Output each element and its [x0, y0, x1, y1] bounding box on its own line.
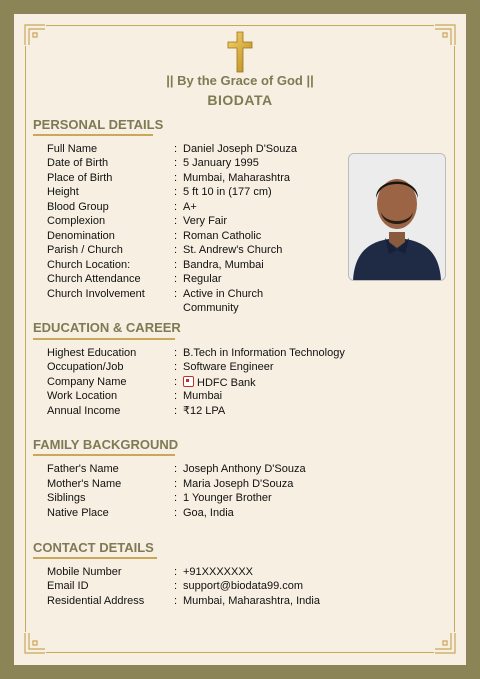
- row-separator: :: [174, 463, 178, 475]
- person-avatar-icon: [349, 154, 445, 280]
- row-separator: :: [174, 347, 178, 359]
- row-separator: :: [174, 492, 178, 504]
- row-separator: :: [174, 186, 178, 198]
- row-label: Full Name: [47, 143, 98, 155]
- info-row: [47, 375, 447, 390]
- row-label: Place of Birth: [47, 172, 113, 184]
- row-value: Mumbai: [183, 390, 223, 402]
- row-separator: :: [174, 215, 178, 227]
- company-name: HDFC Bank: [197, 377, 256, 389]
- corner-ornament-icon: [434, 24, 456, 46]
- section-underline: [33, 134, 153, 136]
- info-row: [47, 565, 447, 580]
- profile-photo: [348, 153, 446, 281]
- row-label: Email ID: [47, 580, 89, 592]
- info-row: [47, 346, 447, 361]
- frame-left-line: [25, 46, 26, 632]
- frame-top-line: [46, 25, 434, 26]
- info-row: [47, 477, 447, 492]
- row-separator: :: [174, 201, 178, 213]
- row-separator: :: [174, 143, 178, 155]
- section-title-personal: PERSONAL DETAILS: [33, 117, 164, 132]
- row-value: 1 Younger Brother: [183, 492, 272, 504]
- info-row: [47, 506, 447, 521]
- row-value: Very Fair: [183, 215, 228, 227]
- section-title-contact: CONTACT DETAILS: [33, 540, 154, 555]
- info-row: [47, 491, 447, 506]
- frame-right-line: [454, 46, 455, 632]
- row-separator: :: [174, 566, 178, 578]
- row-label: Annual Income: [47, 405, 121, 417]
- row-separator: :: [174, 595, 178, 607]
- row-value: Software Engineer: [183, 361, 274, 373]
- row-label: Company Name: [47, 376, 127, 388]
- section-underline: [33, 338, 175, 340]
- bank-logo-icon: [183, 376, 194, 387]
- info-row: [47, 389, 447, 404]
- row-separator: :: [174, 230, 178, 242]
- row-value: B.Tech in Information Technology: [183, 347, 345, 359]
- row-value: 5 January 1995: [183, 157, 259, 169]
- row-value: 5 ft 10 in (177 cm): [183, 186, 272, 198]
- row-label: Siblings: [47, 492, 86, 504]
- section-underline: [33, 454, 175, 456]
- row-label: Church Attendance: [47, 273, 141, 285]
- row-value: Mumbai, Maharashtra: [183, 172, 290, 184]
- row-separator: :: [174, 478, 178, 490]
- row-label: Denomination: [47, 230, 115, 242]
- row-separator: :: [174, 288, 178, 300]
- info-row: [47, 404, 447, 419]
- row-value: St. Andrew's Church: [183, 244, 283, 256]
- row-separator: :: [174, 405, 178, 417]
- row-value: Bandra, Mumbai: [183, 259, 264, 271]
- row-label: Church Location:: [47, 259, 131, 271]
- row-label: Occupation/Job: [47, 361, 124, 373]
- row-value: Active in Church: [183, 288, 264, 300]
- row-separator: :: [174, 390, 178, 402]
- row-separator: :: [174, 580, 178, 592]
- section-underline: [33, 557, 157, 559]
- row-separator: :: [174, 273, 178, 285]
- row-value: +91XXXXXXX: [183, 566, 254, 578]
- row-separator: :: [174, 244, 178, 256]
- row-value: A+: [183, 201, 197, 213]
- corner-ornament-icon: [434, 632, 456, 654]
- row-separator: :: [174, 361, 178, 373]
- row-separator: :: [174, 376, 178, 388]
- row-label: Blood Group: [47, 201, 109, 213]
- row-value-continued: Community: [183, 302, 239, 314]
- row-label: Parish / Church: [47, 244, 123, 256]
- cross-icon: [226, 30, 254, 74]
- row-label: Highest Education: [47, 347, 137, 359]
- row-value: Daniel Joseph D'Souza: [183, 143, 298, 155]
- row-label: Work Location: [47, 390, 118, 402]
- info-row: [47, 287, 447, 302]
- row-value: Maria Joseph D'Souza: [183, 478, 294, 490]
- row-label: Church Involvement: [47, 288, 145, 300]
- email-link[interactable]: support@biodata99.com: [183, 580, 304, 592]
- corner-ornament-icon: [24, 24, 46, 46]
- row-value: ₹12 LPA: [183, 405, 226, 417]
- row-value: Joseph Anthony D'Souza: [183, 463, 306, 475]
- corner-ornament-icon: [24, 632, 46, 654]
- row-label: Date of Birth: [47, 157, 109, 169]
- row-label: Mother's Name: [47, 478, 122, 490]
- row-separator: :: [174, 157, 178, 169]
- row-separator: :: [174, 507, 178, 519]
- row-separator: :: [174, 172, 178, 184]
- row-value: Regular: [183, 273, 222, 285]
- row-label: Native Place: [47, 507, 109, 519]
- section-title-family: FAMILY BACKGROUND: [33, 437, 179, 452]
- row-separator: :: [174, 259, 178, 271]
- info-row: [47, 462, 447, 477]
- row-value: Roman Catholic: [183, 230, 262, 242]
- row-label: Height: [47, 186, 79, 198]
- row-label: Father's Name: [47, 463, 119, 475]
- row-label: Residential Address: [47, 595, 145, 607]
- info-row: [47, 594, 447, 609]
- blessing-text: || By the Grace of God ||: [166, 73, 314, 88]
- row-label: Complexion: [47, 215, 106, 227]
- frame-bottom-line: [46, 652, 434, 653]
- info-row: [47, 579, 447, 594]
- row-value: Goa, India: [183, 507, 234, 519]
- page-title: BIODATA: [207, 92, 273, 108]
- info-row: [47, 360, 447, 375]
- row-label: Mobile Number: [47, 566, 122, 578]
- section-title-education: EDUCATION & CAREER: [33, 320, 181, 335]
- row-value: Mumbai, Maharashtra, India: [183, 595, 320, 607]
